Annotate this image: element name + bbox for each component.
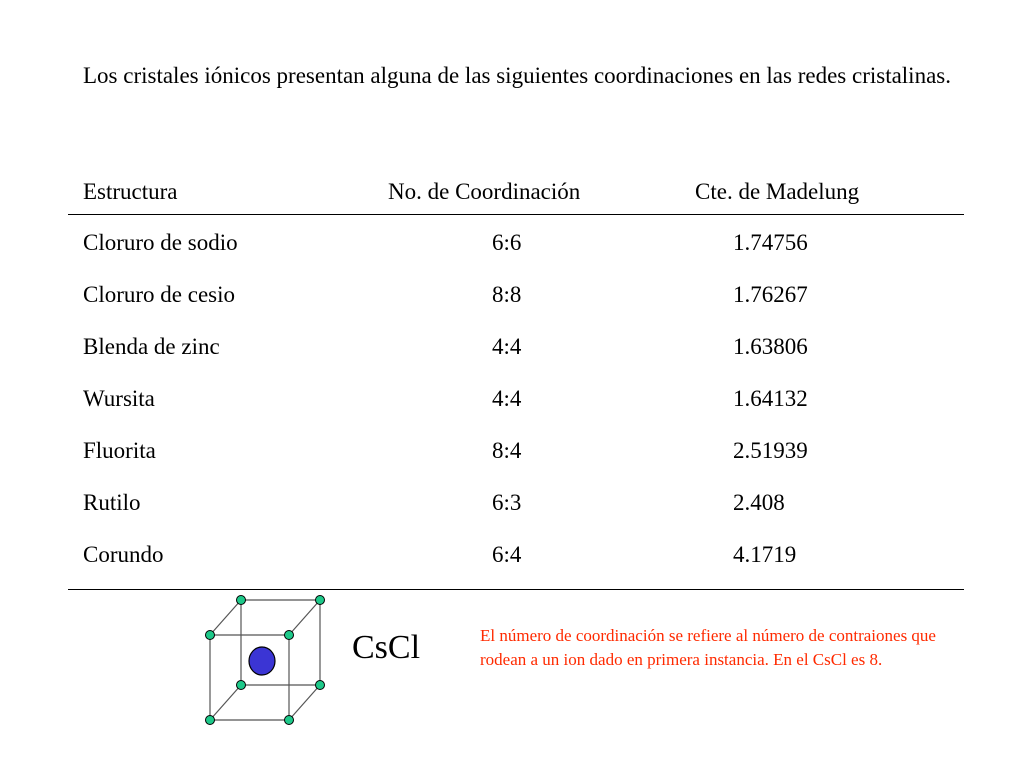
cell-madelung: 1.74756 [733, 230, 808, 255]
center-atom [249, 647, 275, 675]
cell-coordinacion: 4:4 [492, 386, 522, 411]
corner-atom [285, 631, 294, 640]
table-row [68, 529, 964, 581]
corner-atom [206, 716, 215, 725]
table-row [68, 477, 964, 529]
cell-estructura: Cloruro de sodio [83, 230, 238, 255]
table-row [68, 321, 964, 373]
cell-coordinacion: 4:4 [492, 334, 522, 359]
intro-text: Los cristales iónicos presentan alguna de las siguientes coordinaciones en las redes cristalinas. [83, 63, 951, 88]
corner-atom [237, 596, 246, 605]
table-row [68, 373, 964, 425]
header-madelung: Cte. de Madelung [695, 179, 860, 204]
cell-estructura: Blenda de zinc [83, 334, 220, 359]
cell-madelung: 1.76267 [733, 282, 808, 307]
cell-coordinacion: 6:4 [492, 542, 522, 567]
corner-atom [316, 681, 325, 690]
cell-estructura: Corundo [83, 542, 164, 567]
table-body [68, 215, 964, 590]
cell-madelung: 1.63806 [733, 334, 808, 359]
cell-coordinacion: 6:6 [492, 230, 522, 255]
corner-atom [237, 681, 246, 690]
corner-atom [206, 631, 215, 640]
cell-madelung: 4.1719 [733, 542, 797, 567]
cell-coordinacion: 8:8 [492, 282, 522, 307]
cell-madelung: 1.64132 [733, 386, 808, 411]
cell-estructura: Rutilo [83, 490, 141, 515]
cscl-unit-cell-diagram [190, 588, 340, 733]
cell-coordinacion: 6:3 [492, 490, 522, 515]
coordination-note: El número de coordinación se refiere al número de contraiones que rodean a un ion dado en primera instancia. En el CsCl es 8. [480, 626, 936, 669]
corner-atom [316, 596, 325, 605]
table-header [68, 170, 964, 215]
cell-madelung: 2.51939 [733, 438, 808, 463]
table-row [68, 269, 964, 321]
table-row [68, 425, 964, 477]
header-coordinacion: No. de Coordinación [388, 179, 581, 204]
cell-estructura: Fluorita [83, 438, 156, 463]
table-row [68, 217, 964, 269]
corner-atom [285, 716, 294, 725]
cscl-formula-label: CsCl [352, 629, 421, 666]
cell-madelung: 2.408 [733, 490, 785, 515]
cell-coordinacion: 8:4 [492, 438, 522, 463]
coordination-table [68, 170, 964, 590]
cell-estructura: Cloruro de cesio [83, 282, 236, 307]
cell-estructura: Wursita [83, 386, 155, 411]
header-estructura: Estructura [83, 179, 178, 204]
